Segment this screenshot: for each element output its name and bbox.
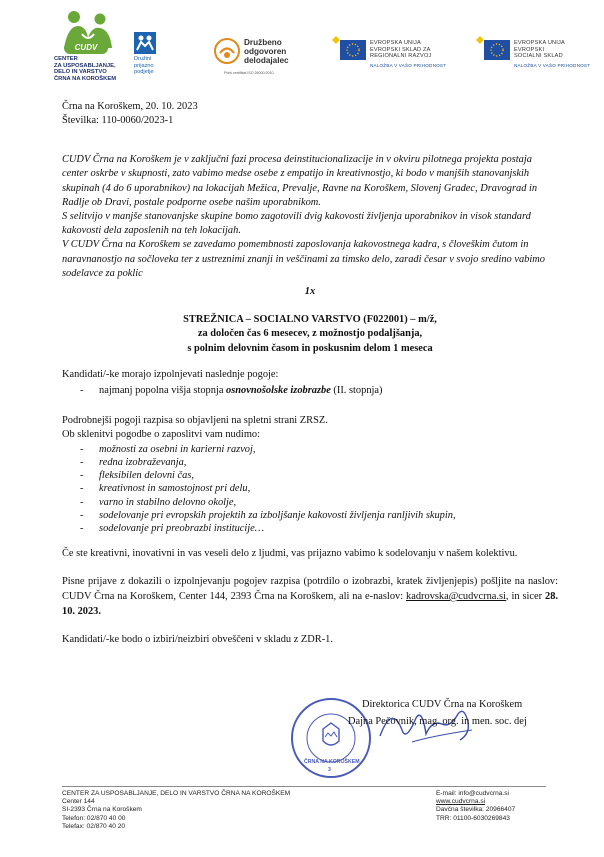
footer-rule [62,786,546,787]
eu-esf-logo: EVROPSKA UNIJA EVROPSKI SOCIALNI SKLAD NALOŽBA V VAŠO PRIHODNOST [476,36,596,76]
list-item: - varno in stabilno delovno okolje, [80,496,237,508]
list-item: - kreativnost in samostojnost pri delu, [80,483,251,495]
eu-flag-icon [476,36,510,62]
invite-paragraph: Če ste kreativni, inovativni in vas veseli delo z ljudmi, vas prijazno vabimo k sodelovanju v našem kolektivu. [62,548,518,560]
list-item: - fleksibilen delovni čas, [80,470,194,482]
intro-paragraph: S selitvijo v manjše stanovanjske skupine bomo zagotovili dvig kakovosti življenja uporabnikov in visok standard kakovosti dela zaposlenih na teh lokacijah. [62,211,531,237]
stamp-bottom-text: ČRNA NA KOROŠKEM [304,759,360,765]
offer-intro: Ob sklenitvi pogodbe o zaposlitvi vam nudimo: [62,429,260,441]
apply-paragraph: Pisne prijave z dokazili o izpolnjevanju pogojev razpisa (potrdilo o izobrazbi, kratek življenjepis) pošljite na naslov: CUDV Črna na Koroškem, Center 144, 2393 Črna na Koroškem, ali na e-naslov: kadrovska@cudvcrna.si, in sicer 28. 10. 2023. [62,576,558,617]
list-item: - redna izobraževanja, [80,456,187,468]
signatory-name: Dajna Pečovnik, mag. org. in men. soc. dej [348,715,527,727]
deadline: 28. 10. 2023. [62,590,558,617]
notify-line: Kandidati/-ke bodo o izbiri/neizbiri obveščeni v skladu z ZDR-1. [62,634,333,646]
dod-logo: Družbeno odgovoren delodajalec Polni certifikat ISO 26000:2010 [214,38,324,82]
conditions-intro: Kandidati/-ke morajo izpolnjevati naslednje pogoje: [62,369,279,381]
family-friendly-icon [134,32,156,54]
footer-address: CENTER ZA USPOSABLJANJE, DELO IN VARSTVO ČRNA NA KOROŠKEM Center 144 SI-2393 Črna na Koroškem Telefon: 02/870 40 00 Telefax: 02/870 40 20 [62,790,291,830]
reference-number: Številka: 110-0060/2023-1 [62,114,174,126]
letter-body [62,100,558,647]
offer-list [62,443,558,535]
footer-email[interactable]: E-mail: info@cudvcrna.si [436,790,510,797]
dod-hands-icon [214,38,240,64]
place-date: Črna na Koroškem, 20. 10. 2023 [62,101,198,112]
intro-paragraph: V CUDV Črna na Koroškem se zavedamo pomembnosti zaposlovanja kakovostnega kadra, s človeškim čutom in naravnanostjo na sočloveka ter z ustreznimi znanji in veščinami za timsko delo, zaradi česar v svojo sredino vabimo sodelavce za poklic [62,239,545,279]
intro-paragraph: CUDV Črna na Koroškem je v zaključni fazi procesa deinstitucionalizacije in v okviru pilotnega projekta postaja center oskrbe v skupnosti, zato vabimo medse osebe z empatijo in kreativnostjo, ki bodo v manjših stanovanjskih skupinah (4 do 6 uporabnikov) na lokacijah Mežica, Prevalje, Ravne na Koroškem, Slovenj Gradec, Dravograd in Radlje ob Dravi, postale podporne osebe našim uporabnikom. [62,154,538,208]
dash-bullet: - [80,384,100,396]
stamp-number: 3 [328,767,331,773]
position-terms: za določen čas 6 mesecev, z možnostjo podaljšanja, [197,328,423,340]
cudv-org-name: CENTER ZA USPOSABLJANJE, DELO IN VARSTVO ČRNA NA KOROŠKEM [54,56,117,82]
family-friendly-logo: Družini prijazno podjetje [134,32,182,80]
eu-flag-icon [332,36,366,62]
signatory-title: Direktorica CUDV Črna na Koroškem [362,699,523,710]
position-hours: s polnim delovnim časom in poskusnim delom 1 meseca [187,342,433,354]
list-item: - sodelovanje pri evropskih projektih za izboljšanje kakovosti življenja ranljivih skupin, [80,509,456,521]
email-link[interactable]: kadrovska@cudvcrna.si [406,590,506,602]
footer-website[interactable]: www.cudvcrna.si [436,798,486,806]
list-item: - sodelovanje pri preobrazbi institucije… [80,522,265,534]
cudv-badge: CUDV [64,42,108,54]
position-title: STREŽNICA – SOCIALNO VARSTVO (F022001) – m/ž, [183,313,437,325]
cudv-logo [54,8,118,88]
list-item: - možnosti za osebni in karierni razvoj, [80,443,256,455]
signature-block [348,698,578,728]
position-count: 1x [304,286,316,298]
eu-erdf-logo: EVROPSKA UNIJA EVROPSKI SKLAD ZA REGIONALNI RAZVOJ NALOŽBA V VAŠO PRIHODNOST [332,36,452,76]
footer-contacts: E-mail: info@cudvcrna.si www.cudvcrna.si Davčna številka: 20966407 TRR: 01100-6030269843 [436,790,576,823]
details-line: Podrobnejši pogoji razpisa so objavljeni na spletni strani ZRSZ. [62,414,328,426]
condition-item: - najmanj popolna višja stopnja osnovnošolske izobrazbe (II. stopnja) [80,384,383,396]
